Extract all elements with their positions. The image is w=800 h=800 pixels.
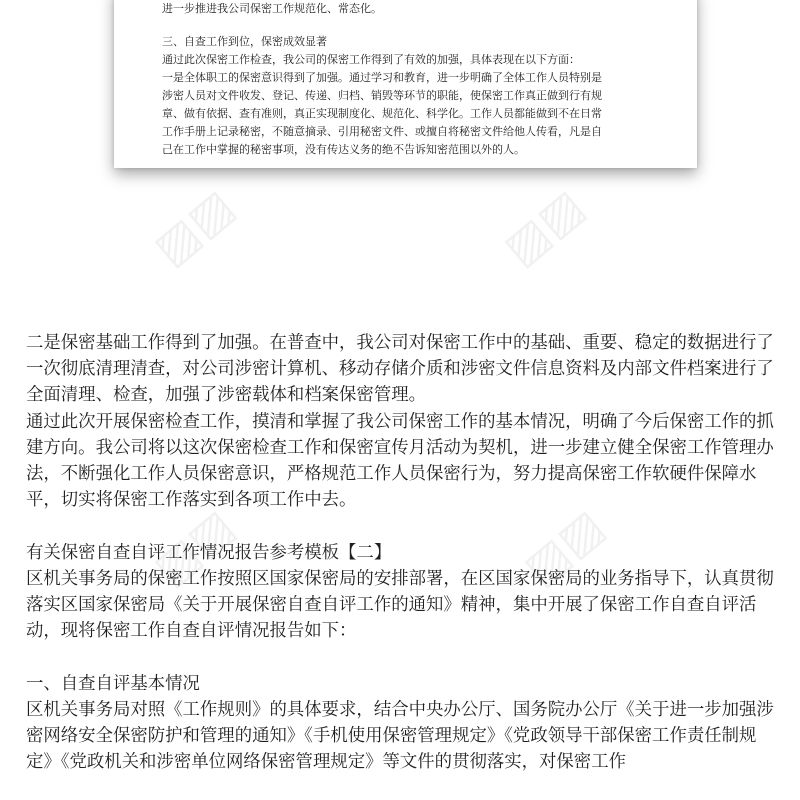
- preview-line: 涉密人员对文件收发、登记、传递、归档、销毁等环节的职能，使保密工作真正做到行有规: [162, 89, 602, 102]
- paragraph: 通过此次开展保密检查工作，摸清和掌握了我公司保密工作的基本情况，明确了今后保密工作的抓建方向。我公司将以这次保密检查工作和保密宣传月活动为契机，进一步建立健全保密工作管理办法，不断强化工作人员保密意识，严格规范工作人员保密行为，努力提高保密工作软硬件保障水平，切实将保密工作落实到各项工作中去。: [26, 411, 774, 511]
- preview-line: 一是全体职工的保密意识得到了加强。通过学习和教育，进一步明确了全体工作人员特别是: [162, 71, 602, 84]
- watermark-mark: ▨▨: [142, 178, 245, 276]
- section-title: 有关保密自查自评工作情况报告参考模板【二】: [26, 542, 392, 563]
- paragraph: 二是保密基础工作得到了加强。在普查中，我公司对保密工作中的基础、重要、稳定的数据进行了一次彻底清理清查，对公司涉密计算机、移动存储介质和涉密文件信息资料及内部文件档案进行了全面清理、检查，加强了涉密载体和档案保密管理。: [26, 333, 774, 406]
- preview-line: 进一步推进我公司保密工作规范化、常态化。: [162, 2, 382, 15]
- preview-line: 工作手册上记录秘密，不随意摘录、引用秘密文件、或擅自将秘密文件给他人传看，凡是自: [162, 125, 602, 138]
- section-heading: 一、自查自评基本情况: [26, 673, 200, 694]
- watermark-mark: ▨▨: [512, 498, 615, 596]
- paragraph: 区机关事务局对照《工作规则》的具体要求，结合中央办公厅、国务院办公厅《关于进一步加强涉密网络安全保密防护和管理的通知》《手机使用保密管理规定》《党政领导干部保密工作责任制规定》《党政机关和涉密单位网络保密管理规定》等文件的贯彻落实，对保密工作: [26, 699, 774, 773]
- watermark-mark: ▨▨: [142, 498, 245, 596]
- preview-section-heading: 三、自查工作到位，保密成效显著: [162, 35, 327, 48]
- document-body: [26, 330, 778, 775]
- preview-line: 章、做有依据、查有准则，真正实现制度化、规范化、科学化。工作人员都能做到不在日常: [162, 107, 602, 120]
- preview-line: 己在工作中掌握的秘密事项，没有传达义务的绝不告诉知密范围以外的人。: [162, 143, 525, 156]
- watermark-mark: ▨▨: [492, 178, 595, 276]
- preview-line: 通过此次保密工作检查，我公司的保密工作得到了有效的加强，具体表现在以下方面：: [162, 53, 580, 66]
- document-page-preview: [114, 0, 697, 168]
- paragraph: 区机关事务局的保密工作按照区国家保密局的安排部署，在区国家保密局的业务指导下，认真贯彻落实区国家保密局《关于开展保密自查自评工作的通知》精神，集中开展了保密工作自查自评活动，现将保密工作自查自评情况报告如下：: [26, 568, 774, 642]
